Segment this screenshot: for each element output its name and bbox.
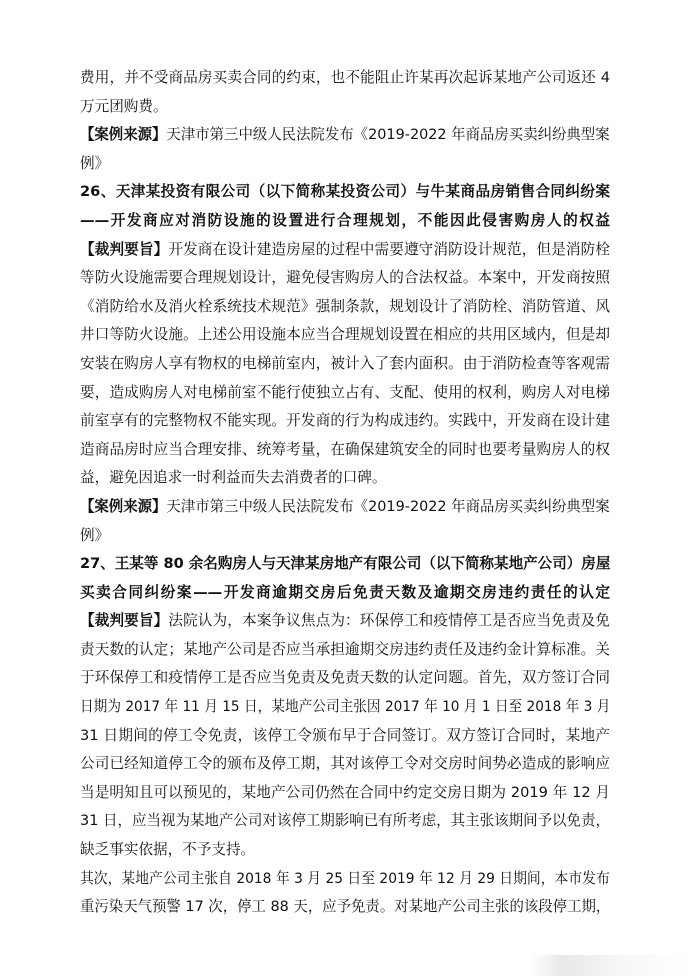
- section-label: 【案例来源】: [80, 126, 167, 144]
- text-line: [80, 893, 610, 922]
- line-text: 井口等防火设施。上述公用设施本应当合理规划设置在相应的共用区域内，但是却: [80, 326, 610, 344]
- text-line: [80, 407, 610, 436]
- text-line: [80, 464, 610, 493]
- text-line: [80, 64, 610, 93]
- text-line: [80, 722, 610, 751]
- text-line: [80, 293, 610, 322]
- text-line: [80, 264, 610, 293]
- line-text: 缺乏事实依据，不予支持。: [80, 841, 256, 859]
- section-label: 【裁判要旨】: [80, 240, 169, 258]
- line-text: 责天数的认定；某地产公司是否应当承担逾期交房违约责任及违约金计算标准。关: [80, 640, 610, 658]
- line-text: 当是明知且可以预见的，某地产公司仍然在合同中约定交房日期为 2019 年 12 月: [80, 783, 610, 801]
- line-text: 其次，某地产公司主张自 2018 年 3 月 25 日至 2019 年 12 月 29 日期间，本市发布: [80, 869, 610, 887]
- line-text: 例》: [80, 526, 110, 544]
- line-text: [80, 607, 610, 636]
- line-text: 例》: [80, 154, 110, 172]
- line-text: 31 日期间的停工令免责，该停工令颁布早于合同签订。双方签订合同时，某地产: [80, 726, 610, 744]
- section-label: 【裁判要旨】: [80, 612, 169, 630]
- text-line: [80, 150, 610, 179]
- line-text: [80, 121, 610, 150]
- text-line: [80, 750, 610, 779]
- text-line: [80, 779, 610, 808]
- line-text: 益，避免因追求一时利益而失去消费者的口碑。: [80, 469, 387, 487]
- section-text: 天津市第三中级人民法院发布《2019-2022 年商品房买卖纠纷典型案: [166, 497, 610, 515]
- text-line: [80, 321, 610, 350]
- text-line: [80, 807, 610, 836]
- text-line: [80, 636, 610, 665]
- line-text: 费用，并不受商品房买卖合同的约束，也不能阻止许某再次起诉某地产公司返还 4: [80, 69, 610, 86]
- line-text: 于环保停工和疫情停工是否应当免责及免责天数的认定问题。首先，双方签订合同: [80, 669, 610, 687]
- line-text: ——开发商应对消防设施的设置进行合理规划，不能因此侵害购房人的权益: [80, 211, 610, 229]
- text-line: [80, 693, 610, 722]
- line-text: 安装在购房人享有物权的电梯前室内，被计入了套内面积。由于消防检查等客观需: [80, 354, 610, 372]
- line-text: 《消防给水及消火栓系统技术规范》强制条款，规划设计了消防栓、消防管道、风: [80, 297, 610, 315]
- text-line: [80, 664, 610, 693]
- text-line: [80, 522, 610, 551]
- line-text: 重污染天气预警 17 次，停工 88 天，应予免责。对某地产公司主张的该段停工期，: [80, 898, 611, 916]
- line-text: 日期为 2017 年 11 月 15 日，某地产公司主张因 2017 年 10 月 1 日至 2018 年 3 月: [80, 698, 611, 716]
- line-text: 等防火设施需要合理规划设计，避免侵害购房人的合法权益。本案中，开发商按照: [80, 269, 610, 287]
- text-line: [80, 836, 610, 865]
- section-text: 天津市第三中级人民法院发布《2019-2022 年商品房买卖纠纷典型案: [166, 126, 610, 144]
- text-line: [80, 607, 610, 636]
- line-text: [80, 493, 610, 522]
- line-text: 31 日，应当视为某地产公司对该停工期影响已有所考虑，其主张该期间予以免责，: [80, 812, 610, 830]
- case-heading-line: [80, 579, 610, 608]
- document-body: [80, 64, 610, 922]
- text-line: [80, 436, 610, 465]
- case-heading-line: [80, 207, 610, 236]
- text-line: [80, 350, 610, 379]
- text-line: [80, 379, 610, 408]
- line-text: 买卖合同纠纷案——开发商逾期交房后免责天数及逾期交房违约责任的认定: [80, 583, 610, 601]
- text-line: [80, 865, 610, 894]
- line-text: 要，造成购房人对电梯前室不能行使独立占有、支配、使用的权利，购房人对电梯: [80, 383, 610, 401]
- text-line: [80, 93, 610, 122]
- text-line: [80, 121, 610, 150]
- line-text: 万元团购费。: [80, 97, 168, 115]
- line-text: 26、天津某投资有限公司（以下简称某投资公司）与牛某商品房销售合同纠纷案: [80, 183, 610, 201]
- section-label: 【案例来源】: [80, 497, 167, 515]
- case-heading-line: [80, 178, 610, 207]
- line-text: [80, 236, 610, 265]
- line-text: 公司已经知道停工令的颁布及停工期，其对该停工令对交房时间势必造成的影响应: [80, 755, 610, 773]
- line-text: 造商品房时应当合理安排、统筹考量，在确保建筑安全的同时也要考量购房人的权: [80, 440, 610, 458]
- line-text: 前室享有的完整物权不能实现。开发商的行为构成违约。实践中，开发商在设计建: [80, 412, 610, 430]
- scan-smudge: [530, 955, 690, 976]
- line-text: 27、王某等 80 余名购房人与天津某房地产有限公司（以下简称某地产公司）房屋: [80, 555, 611, 573]
- text-line: [80, 493, 610, 522]
- text-line: [80, 236, 610, 265]
- section-text: 法院认为，本案争议焦点为：环保停工和疫情停工是否应当免责及免: [168, 612, 610, 630]
- section-text: 开发商在设计建造房屋的过程中需要遵守消防设计规范，但是消防栓: [168, 240, 610, 258]
- case-heading-line: [80, 550, 610, 579]
